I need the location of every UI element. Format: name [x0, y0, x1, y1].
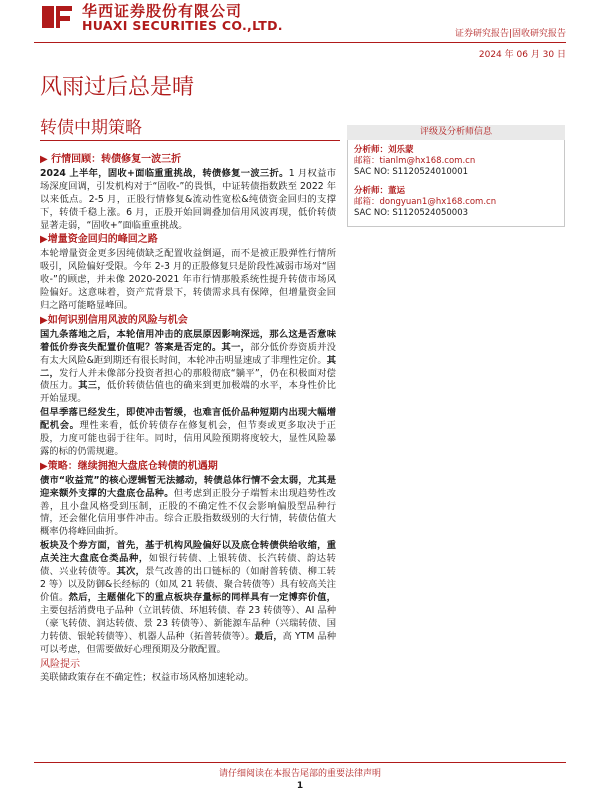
section-heading: ▶ 行情回顾：转债修复一波三折 — [40, 154, 182, 165]
paragraph: 债市“收益荒”的核心逻辑暂无法撼动，转债总体行情不会太弱，尤其是迎来额外支撑的大盘底仓品种。但考虑到正股分子端暂未出现趋势性改善，且小盘风格受到压制，正股的不确定性不仅会影响偏股型品种行情，还会催化信用事件冲击。综合正股指数级别的大行情，转债估值大概率仍将峰回曲折。 — [40, 474, 336, 538]
company-name-cn: 华西证券股份有限公司 — [82, 2, 243, 20]
risk-text: 美联储政策存在不确定性；权益市场风格加速轮动。 — [40, 672, 254, 684]
paragraph: 2024 上半年，固收+面临重重挑战，转债修复一波三折。1 月权益市场深度回调，引发机构对于“固收-”的畏惧，中证转债指数跌至 2022 年以来低点。2-5 月，正股行情修复&流动性宽松&纯债资金回归的支撑下，转债千稳上涨。6 月，正股开始回调叠加信用风波再现，低价转债显著走弱，“固收+”面临重重挑战。 — [40, 167, 336, 231]
risk-heading: 风险提示 — [40, 659, 80, 671]
company-name-en: HUAXI SECURITIES CO.,LTD. — [82, 18, 283, 33]
section-heading: ▶策略：继续拥抱大盘底仓转债的机遇期 — [40, 460, 218, 472]
email-label: 邮箱： — [354, 197, 380, 207]
analyst-name: 刘乐蒙 — [388, 145, 414, 155]
page-title: 风雨过后总是晴 — [40, 75, 195, 100]
section-heading: ▶如何识别信用风波的风险与机会 — [40, 314, 188, 326]
header-divider — [34, 42, 566, 43]
report-date: 2024 年 06 月 30 日 — [478, 50, 566, 60]
analyst-label: 分析师： — [354, 186, 389, 196]
analyst-email[interactable]: tianlm@hx168.com.cn — [379, 156, 476, 166]
paragraph: 板块及个券方面，首先，基于机构风险偏好以及底仓转债供给收缩，重点关注大盘底仓类品种，如银行转债、上银转债、长汽转债、韵达转债、兴业转债等。其次，景气改善的出口链标的（如耐普转债、柳工转 2 等）以及防御&长经标的（如凤 21 转债、聚合转债等）具有较高关注价值。然后，主题催化下的重点板块存量标的同样具有一定博弈价值，主要包括消费电子品种（立讯转债、环旭转债、春 23 转债等）、AI 品种（豪飞转债、润达转债、景 23 转债等）、新能源车品种（兴瑞转债、国力转债、银轮转债等）、机器人品种（拓普转债等）。最后，高 YTM 品种可以考虑，但需要做好心理预期及分散配置。 — [40, 540, 336, 655]
page-number: 1 — [296, 781, 304, 791]
email-label: 邮箱： — [354, 156, 380, 166]
paragraph: 国九条落地之后，本轮信用冲击的底层原因影响深远，那么这是否意味着低价券丧失配置价值呢？答案是否定的。其一，部分低价券资质并没有太大风险&距到期还有很长时间，本轮冲击明显速成了非理性定价。其二，发行人并未像部分投资者担心的那般彻底“躺平”，仍在积极面对偿债压力。其三，低价转债估值也的确来到更加极端的水平，本身性价比开始显现。 — [40, 328, 336, 405]
analyst-name: 董运 — [388, 186, 406, 196]
paragraph: 本轮增量资金更多因纯债缺乏配置收益倒逼，而不是被正股弹性行情所吸引，风险偏好受限。今年 2-3 月的正股修复只是阶段性减弱市场对“固收-”的顾虑，并未像 2020-2021 年市行情那般系统性提升转债市场风险偏好。这意味着，资产荒背景下，转债需求具有保障，但增量资金回归之路可能略显峰回。 — [40, 248, 336, 311]
analyst-sac: SAC NO: S1120524050003 — [354, 208, 469, 218]
analyst-card — [354, 186, 496, 219]
section-heading: ▶增量资金回归的峰回之路 — [40, 234, 158, 246]
huaxi-logo-icon — [38, 2, 76, 32]
paragraph: 但早季落已经发生，即使冲击暂缓，也难言低价品种短期内出现大幅增配机会。理性来看，低价转债存在修复机会，但节奏或更多取决于正股，力度可能也弱于往年。同时，信用风险预期将度较大，显性风险暴露的标的仍需规避。 — [40, 407, 336, 457]
analyst-sac: SAC NO: S1120524010001 — [354, 167, 469, 177]
footer-disclaimer: 请仔细阅读在本报告尾部的重要法律声明 — [218, 769, 381, 779]
page-subtitle: 转债中期策略 — [40, 118, 142, 138]
report-body — [40, 152, 336, 686]
analyst-card — [354, 145, 475, 178]
report-type: 证券研究报告|固收研究报告 — [454, 29, 566, 39]
footer-divider — [34, 762, 566, 763]
analyst-label: 分析师： — [354, 145, 389, 155]
subtitle-divider — [40, 140, 340, 141]
analyst-panel-heading: 评级及分析师信息 — [347, 125, 565, 140]
analyst-email[interactable]: dongyuan1@hx168.com.cn — [379, 197, 497, 207]
